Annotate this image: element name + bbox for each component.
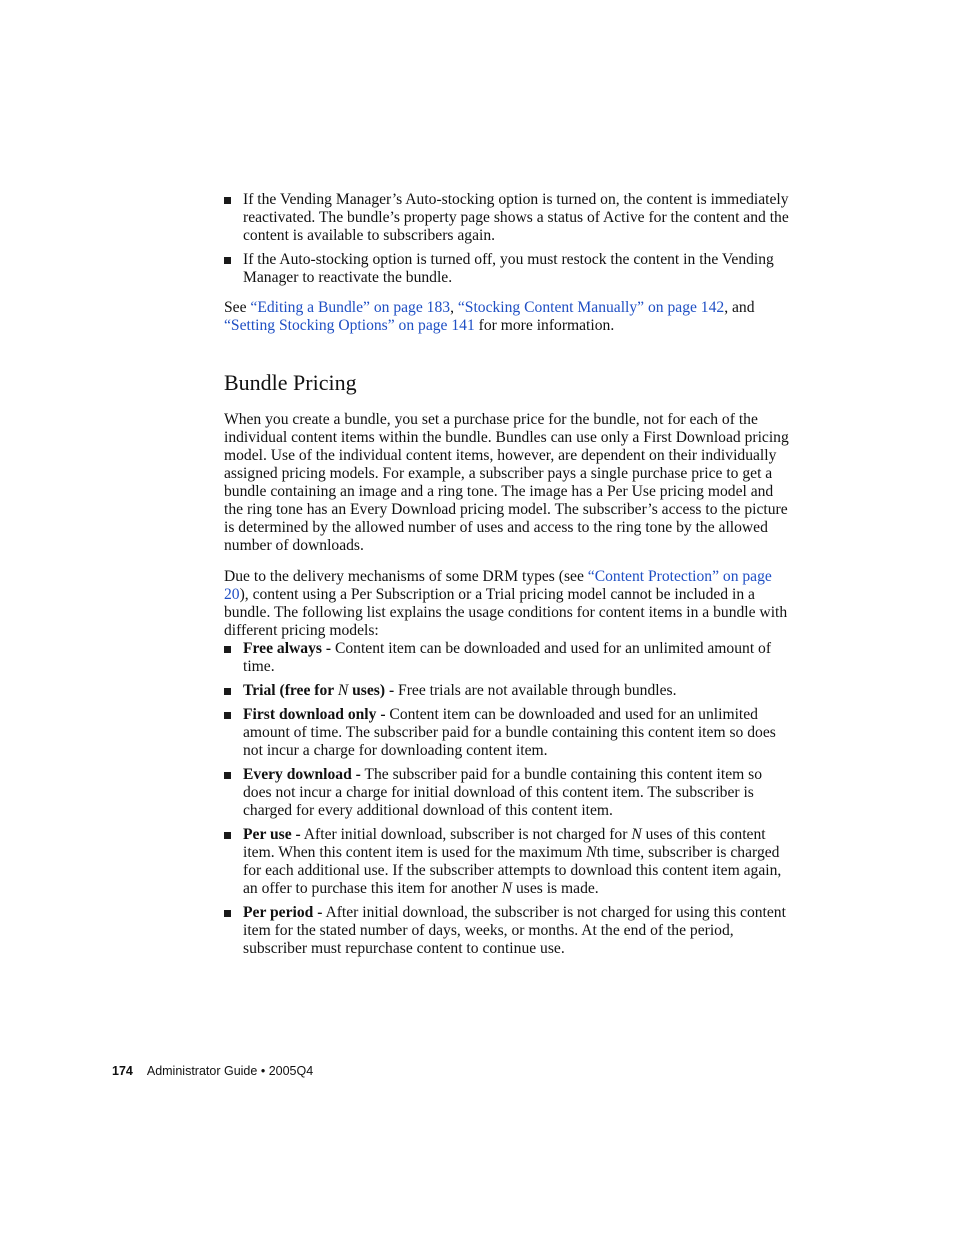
see-also-paragraph (224, 299, 794, 335)
term-per-period: Per period - (243, 904, 323, 921)
bullet-square-icon (224, 257, 231, 264)
footer-separator: • (260, 1064, 266, 1078)
desc-trial: Free trials are not available through bundles. (394, 682, 677, 699)
page-footer (112, 1064, 313, 1078)
link-setting-stocking-options[interactable]: “Setting Stocking Options” on page 141 (224, 317, 475, 334)
drm-suffix: ), content using a Per Subscription or a Trial pricing model cannot be included in a bundle. The following list explains the usage conditions for content items in a bundle with different pricing models: (224, 586, 788, 639)
list-item (224, 251, 794, 287)
list-item-text: If the Vending Manager’s Auto-stocking option is turned on, the content is immediately reactivated. The bundle’s property page shows a status of Active for the content and the content is available to subscribers again. (243, 191, 789, 244)
var-n: N (631, 826, 642, 843)
list-item-trial (224, 682, 794, 700)
list-item-free-always (224, 640, 794, 676)
desc-first-download: Content item can be downloaded and used for an unlimited amount of time. The subscriber paid for a bundle containing this content item so does not incur a charge for downloading content item. (243, 706, 776, 759)
list-item-every-download (224, 766, 794, 820)
desc-per-period: After initial download, the subscriber is not charged for using this content item for the stated number of days, weeks, or months. At the end of the period, subscriber must repurchase content to continue use. (243, 904, 786, 957)
term-free-always: Free always - (243, 640, 332, 657)
term-every-download: Every download - (243, 766, 361, 783)
bullet-square-icon (224, 910, 231, 917)
list-item-text: If the Auto-stocking option is turned off, you must restock the content in the Vending Manager to reactivate the bundle. (243, 251, 774, 286)
page-number: 174 (112, 1064, 133, 1078)
list-item-per-use (224, 826, 794, 898)
see-prefix: See (224, 299, 251, 316)
drm-prefix: Due to the delivery mechanisms of some DRM types (see (224, 568, 588, 585)
link-editing-a-bundle[interactable]: “Editing a Bundle” on page 183 (250, 299, 451, 316)
bundle-pricing-intro: When you create a bundle, you set a purchase price for the bundle, not for each of the individual content items within the bundle. Bundles can use only a First Download pricing model. Use of the individual content items, however, are dependent on their individually assigned pricing models. For example, a subscriber pays a single purchase price to get a bundle containing an image and a ring tone. The image has a Per Use pricing model and the ring tone has an Every Download pricing model. The subscriber’s access to the picture is determined by the allowed number of uses and access to the ring tone by the allowed number of downloads. (224, 411, 789, 554)
page-body (224, 191, 794, 964)
drm-paragraph (224, 568, 794, 640)
section-heading: Bundle Pricing (224, 370, 357, 395)
see-separator: , (450, 299, 458, 316)
link-content-protection[interactable]: “Content Protection” on page 20 (224, 568, 772, 603)
desc-per-use-3: th time, subscriber is charged for each additional use. If the subscriber attempts to download this content item again, an offer to purchase this item for another (243, 844, 782, 897)
list-item (224, 191, 794, 245)
term-trial-n: N (337, 682, 349, 699)
term-trial-b: uses) - (348, 682, 395, 699)
bullet-square-icon (224, 197, 231, 204)
bullet-square-icon (224, 832, 231, 839)
desc-per-use-1: After initial download, subscriber is not charged for (300, 826, 632, 843)
desc-every-download: The subscriber paid for a bundle containing this content item so does not incur a charge for initial download of this content item. The subscriber is charged for every additional download of this content item. (243, 766, 763, 819)
see-separator: , and (724, 299, 755, 316)
list-item-first-download (224, 706, 794, 760)
bullet-square-icon (224, 646, 231, 653)
term-first-download: First download only - (243, 706, 386, 723)
footer-version: 2005Q4 (268, 1064, 314, 1078)
footer-title: Administrator Guide (146, 1064, 258, 1078)
desc-per-use-2: uses of this content item. When this content item is used for the maximum (243, 826, 766, 861)
auto-stocking-list (224, 191, 794, 287)
bullet-square-icon (224, 772, 231, 779)
term-trial (243, 682, 394, 699)
desc-free-always: Content item can be downloaded and used for an unlimited amount of time. (243, 640, 772, 675)
link-stocking-content-manually[interactable]: “Stocking Content Manually” on page 142 (457, 299, 725, 316)
bullet-square-icon (224, 688, 231, 695)
pricing-model-list (224, 640, 794, 958)
var-n: N (501, 880, 513, 897)
term-trial-a: Trial (free for (243, 682, 338, 699)
bullet-square-icon (224, 712, 231, 719)
list-item-per-period (224, 904, 794, 958)
see-suffix: for more information. (474, 317, 615, 334)
var-n: N (586, 844, 597, 861)
desc-per-use-4: uses is made. (512, 880, 599, 897)
term-per-use: Per use - (243, 826, 301, 843)
